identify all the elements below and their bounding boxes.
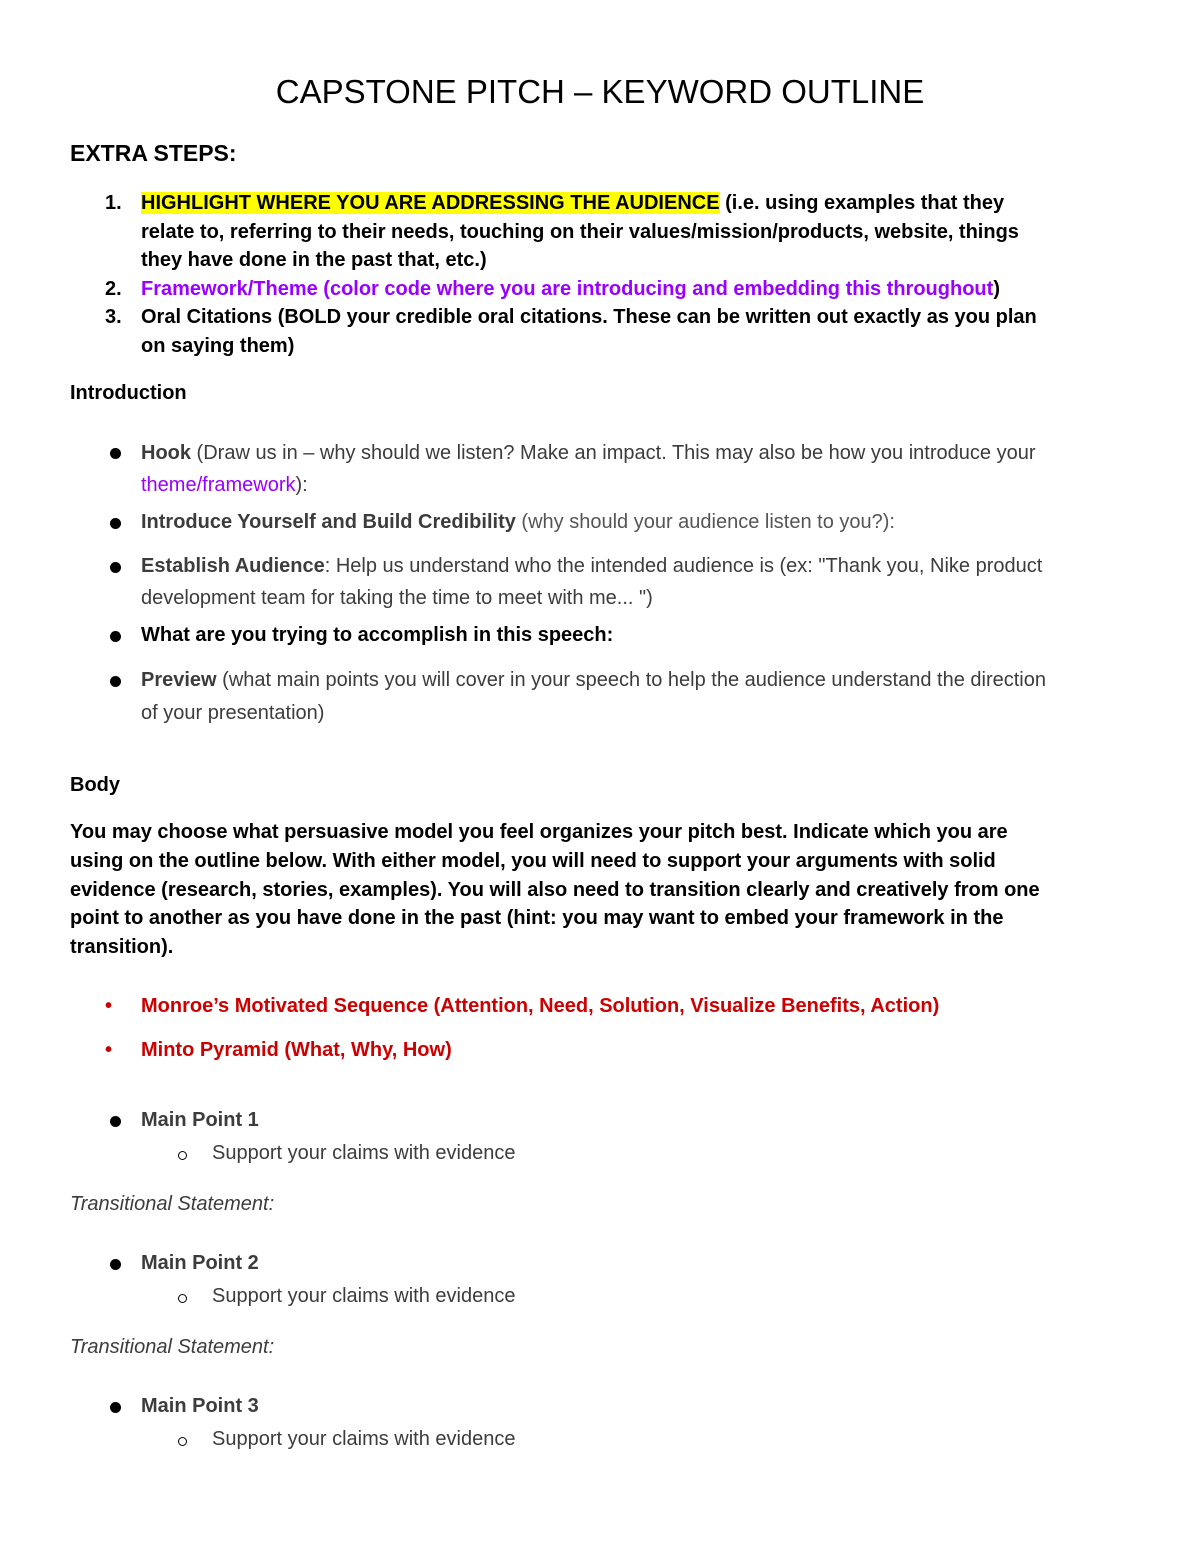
body-paragraph-line: using on the outline below. With either model, you will need to support your arguments with solid xyxy=(70,850,996,872)
red-bullet-icon: • xyxy=(105,995,113,1017)
audience-line-1 xyxy=(141,550,1042,582)
credibility-label: Introduce Yourself and Build Credibility xyxy=(141,511,516,533)
step-number-1: 1. xyxy=(105,192,122,214)
body-paragraph-line: transition). xyxy=(70,936,174,958)
preview-line-1 xyxy=(141,664,1046,696)
bullet-icon xyxy=(110,676,121,687)
model-monroe: Monroe’s Motivated Sequence (Attention, Need, Solution, Visualize Benefits, Action) xyxy=(141,995,940,1017)
circle-bullet-icon xyxy=(178,1437,187,1446)
audience-text: : Help us understand who the intended audience is (ex: "Thank you, Nike product xyxy=(324,555,1043,577)
introduction-heading: Introduction xyxy=(70,382,187,404)
bullet-icon xyxy=(110,448,121,459)
highlighted-audience-text: HIGHLIGHT WHERE YOU ARE ADDRESSING THE AUDIENCE xyxy=(141,192,720,214)
hook-line-2 xyxy=(141,469,308,501)
step-1-line-1 xyxy=(141,189,1004,218)
red-bullet-icon: • xyxy=(105,1039,113,1061)
main-point-2: Main Point 2 xyxy=(141,1252,259,1274)
preview-text: (what main points you will cover in your speech to help the audience understand the direction xyxy=(216,669,1046,691)
page-title: CAPSTONE PITCH – KEYWORD OUTLINE xyxy=(275,73,925,110)
step-1-line-1-rest: (i.e. using examples that they xyxy=(719,192,1005,214)
credibility-text: (why should your audience listen to you?): xyxy=(515,511,895,533)
audience-line-2: development team for taking the time to meet with me... ") xyxy=(141,587,653,609)
bullet-icon xyxy=(110,1259,121,1270)
step-1-line-3: they have done in the past that, etc.) xyxy=(141,249,487,271)
bullet-icon xyxy=(110,631,121,642)
step-number-2: 2. xyxy=(105,278,122,300)
extra-steps-heading: EXTRA STEPS: xyxy=(70,140,237,166)
step-2-rest: ) xyxy=(993,278,1000,300)
bullet-icon xyxy=(110,518,121,529)
audience-label: Establish Audience xyxy=(141,555,325,577)
body-paragraph-line: point to another as you have done in the past (hint: you may want to embed your framework in the xyxy=(70,907,1004,929)
step-2-line xyxy=(141,275,1000,304)
credibility-line xyxy=(141,506,895,538)
step-1-line-2: relate to, referring to their needs, touching on their values/mission/products, website, things xyxy=(141,221,1019,243)
step-number-3: 3. xyxy=(105,306,122,328)
model-minto: Minto Pyramid (What, Why, How) xyxy=(141,1039,452,1061)
body-heading: Body xyxy=(70,774,120,796)
body-paragraph-line: You may choose what persuasive model you feel organizes your pitch best. Indicate which you are xyxy=(70,821,1008,843)
accomplish-label: What are you trying to accomplish in this speech: xyxy=(141,624,614,646)
main-point-1-sub: Support your claims with evidence xyxy=(212,1142,516,1164)
main-point-3: Main Point 3 xyxy=(141,1395,259,1417)
hook-line-1 xyxy=(141,437,1035,469)
preview-line-2: of your presentation) xyxy=(141,702,325,724)
theme-framework-text: theme/framework xyxy=(141,474,296,496)
step-3-line-2: on saying them) xyxy=(141,335,295,357)
bullet-icon xyxy=(110,1402,121,1413)
hook-line-2-rest: ): xyxy=(295,474,308,496)
main-point-3-sub: Support your claims with evidence xyxy=(212,1428,516,1450)
main-point-1: Main Point 1 xyxy=(141,1109,259,1131)
bullet-icon xyxy=(110,562,121,573)
main-point-2-sub: Support your claims with evidence xyxy=(212,1285,516,1307)
transitional-statement-1: Transitional Statement: xyxy=(70,1193,275,1215)
transitional-statement-2: Transitional Statement: xyxy=(70,1336,275,1358)
hook-text: (Draw us in – why should we listen? Make an impact. This may also be how you introduce your xyxy=(191,442,1036,464)
circle-bullet-icon xyxy=(178,1151,187,1160)
bullet-icon xyxy=(110,1116,121,1127)
preview-label: Preview xyxy=(141,669,217,691)
circle-bullet-icon xyxy=(178,1294,187,1303)
step-3-line-1: Oral Citations (BOLD your credible oral citations. These can be written out exactly as you plan xyxy=(141,306,1037,328)
hook-label: Hook xyxy=(141,442,191,464)
body-paragraph-line: evidence (research, stories, examples). You will also need to transition clearly and creatively from one xyxy=(70,879,1040,901)
framework-theme-text: Framework/Theme (color code where you are introducing and embedding this throughout xyxy=(141,278,994,300)
